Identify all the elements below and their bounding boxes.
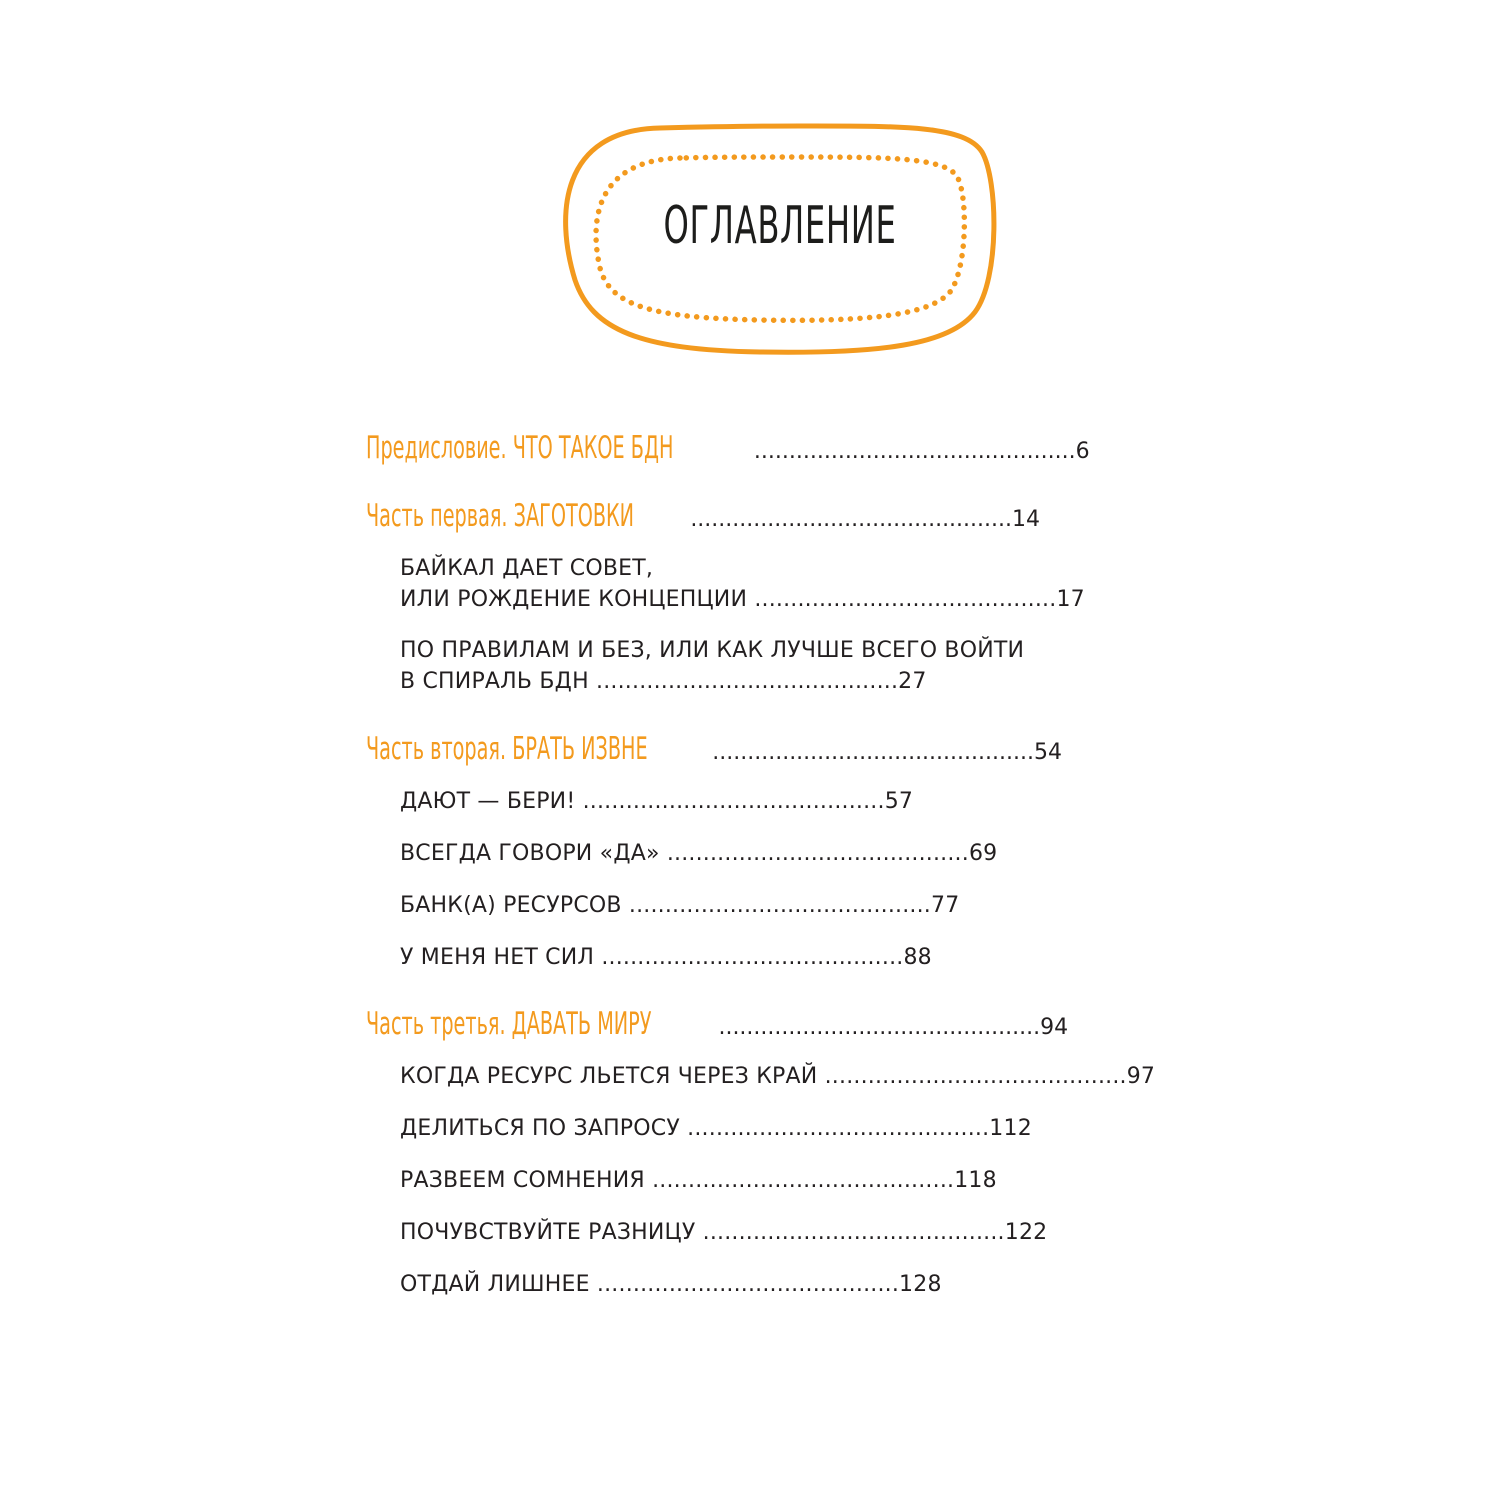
toc-chapter-rules[interactable] (400, 638, 1024, 694)
toc-chapter-title: ДАЮТ — БЕРИ! (400, 789, 576, 814)
toc-chapter-title: ОТДАЙ ЛИШНЕЕ (400, 1272, 590, 1297)
toc-chapter-give-take[interactable] (400, 789, 913, 814)
page-title: ОГЛАВЛЕНИЕ (663, 196, 897, 256)
dot-leader: .............................................. (753, 439, 1076, 464)
toc-chapter-title: БАНК(А) РЕСУРСОВ (400, 893, 622, 918)
page-number: 54 (1033, 740, 1062, 765)
dot-leader: .......................................... (596, 1272, 900, 1297)
toc-chapter-title: РАЗВЕЕМ СОМНЕНИЯ (400, 1168, 645, 1193)
toc-part-1[interactable] (366, 498, 1040, 534)
toc-chapter-title: ДЕЛИТЬСЯ ПО ЗАПРОСУ (400, 1116, 680, 1141)
toc-chapter-no-strength[interactable] (400, 945, 932, 970)
page-number: 128 (899, 1272, 942, 1297)
toc-chapter-baikal[interactable] (400, 556, 1085, 612)
toc-part-2[interactable] (366, 731, 1062, 767)
page-number: 88 (903, 945, 932, 970)
page-number: 118 (954, 1168, 997, 1193)
dot-leader: .......................................... (687, 1116, 990, 1141)
dot-leader: .......................................... (702, 1220, 1005, 1245)
toc-chapter-give-away-excess[interactable] (400, 1272, 942, 1297)
toc-part-title: Предисловие. ЧТО ТАКОЕ БДН (366, 430, 674, 466)
toc-chapter-share-on-request[interactable] (400, 1116, 1032, 1141)
page-number: 14 (1012, 507, 1040, 532)
toc-chapter-title-line1: БАЙКАЛ ДАЕТ СОВЕТ, (400, 556, 654, 581)
dot-leader: .......................................... (628, 893, 932, 918)
page-number: 57 (884, 789, 914, 814)
toc-chapter-overflow[interactable] (400, 1064, 1155, 1089)
toc-part-preface[interactable] (366, 430, 1090, 466)
page-number: 94 (1040, 1015, 1069, 1040)
page-number: 112 (989, 1116, 1032, 1141)
page-number: 97 (1126, 1064, 1156, 1089)
toc-chapter-feel-difference[interactable] (400, 1220, 1047, 1245)
page-number: 6 (1075, 439, 1090, 464)
dot-leader: .............................................. (718, 1015, 1041, 1040)
dot-leader: .............................................. (712, 740, 1034, 765)
toc-part-title: Часть вторая. БРАТЬ ИЗВНЕ (366, 731, 648, 767)
page-number: 69 (968, 841, 998, 866)
page-number: 17 (1056, 587, 1085, 612)
page-number: 77 (931, 893, 960, 918)
page-number: 122 (1004, 1220, 1048, 1245)
toc-chapter-title-line1: ПО ПРАВИЛАМ И БЕЗ, ИЛИ КАК ЛУЧШЕ ВСЕГО ВОЙТИ (400, 638, 1025, 663)
toc-chapter-title: ПОЧУВСТВУЙТЕ РАЗНИЦУ (400, 1220, 696, 1245)
dot-leader: .......................................... (596, 669, 899, 694)
toc-chapter-title: КОГДА РЕСУРС ЛЬЕТСЯ ЧЕРЕЗ КРАЙ (400, 1064, 818, 1089)
toc-chapter-title-line2: В СПИРАЛЬ БДН (400, 669, 589, 694)
toc-chapter-title: У МЕНЯ НЕТ СИЛ (400, 945, 595, 970)
dot-leader: .......................................... (666, 841, 969, 866)
toc-part-title: Часть первая. ЗАГОТОВКИ (366, 498, 635, 534)
dot-leader: .............................................. (690, 507, 1012, 532)
toc-chapter-title: ВСЕГДА ГОВОРИ «ДА» (400, 841, 660, 866)
dot-leader: .......................................... (652, 1168, 955, 1193)
dot-leader: .......................................... (754, 587, 1057, 612)
toc-chapter-resource-bank[interactable] (400, 893, 959, 918)
dot-leader: .......................................... (582, 789, 885, 814)
toc-part-title: Часть третья. ДАВАТЬ МИРУ (366, 1006, 652, 1042)
toc-chapter-title-line2: ИЛИ РОЖДЕНИЕ КОНЦЕПЦИИ (400, 587, 748, 612)
page-number: 27 (898, 669, 927, 694)
dot-leader: .......................................... (824, 1064, 1127, 1089)
toc-part-3[interactable] (366, 1006, 1068, 1042)
toc-chapter-doubts[interactable] (400, 1168, 997, 1193)
dot-leader: .......................................... (601, 945, 904, 970)
toc-chapter-say-yes[interactable] (400, 841, 997, 866)
